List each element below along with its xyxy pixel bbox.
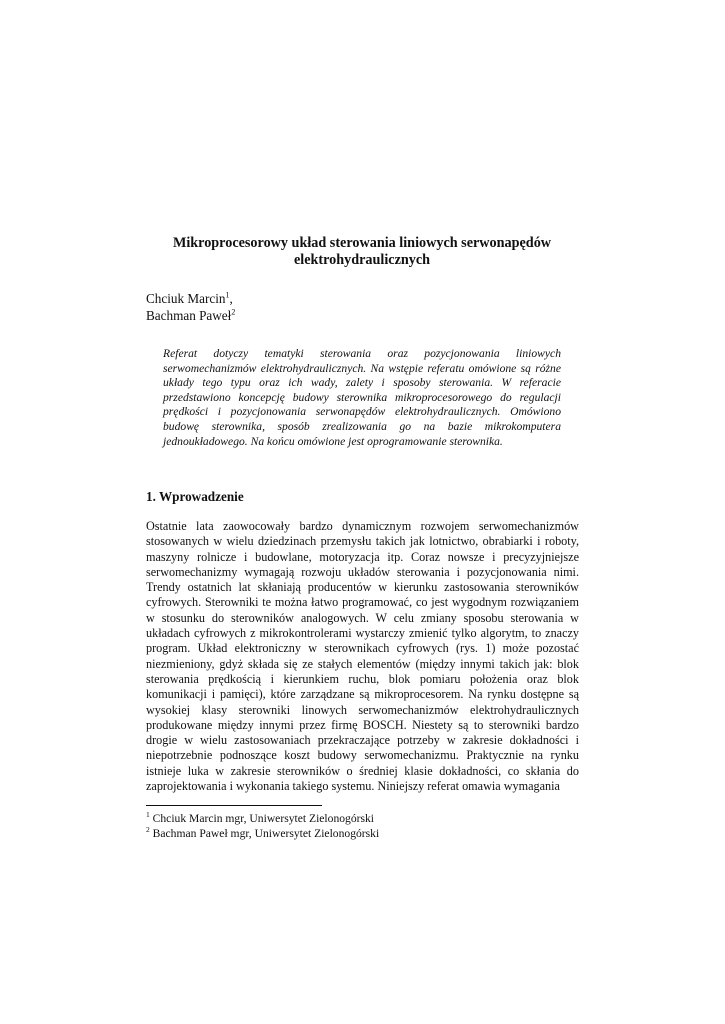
author-1-footnote-mark: 1: [225, 290, 230, 300]
section-body: Ostatnie lata zaowocowały bardzo dynamicznym rozwojem serwomechanizmów stosowanych w wielu dziedzinach przemysłu takich jak lotnictwo, obrabiarki i roboty, maszyny rolnicze i budowlane, motoryzacja itp. Coraz nowsze i precyzyjniejsze serwomechanizmy wymagają rozwoju układów sterowania i pozycjonowania nimi. Trendy ostatnich lat skłaniają producentów w kierunku zastosowania sterowników cyfrowych. Sterowniki te można łatwo programować, co jest wygodnym rozwiązaniem w stosunku do sterowników analogowych. W celu zmiany sposobu sterowania w układach cyfrowych z mikrokontrolerami wystarczy zmienić tylko algorytm, to znaczy program. Układ elektroniczny w sterownikach cyfrowych (rys. 1) może pozostać niezmieniony, gdyż składa się ze stałych elementów (między innymi takich jak: blok sterowania prędkością i kierunkiem ruchu, blok pomiaru położenia oraz blok komunikacji i pamięci), które zarządzane są mikroprocesorem. Na rynku dostępne są wysokiej klasy sterowniki linowych serwomechanizmów elektrohydraulicznych produkowane między innymi przez firmę BOSCH. Niestety są to sterowniki bardzo drogie w wielu zastosowaniach przekraczające potrzeby w zakresie dokładności i niepotrzebnie podnoszące koszt budowy serwomechanizmu. Praktycznie na rynku istnieje luka w zakresie sterowników o średniej klasie dokładności, co skłania do zaprojektowania i wykonania takiego systemu. Niniejszy referat omawia wymagania: [146, 519, 579, 794]
paper-title: [146, 235, 578, 269]
author-1-name: Chciuk Marcin: [146, 291, 226, 306]
footnote-divider: [146, 805, 322, 806]
section-heading: 1. Wprowadzenie: [146, 489, 244, 504]
abstract: Referat dotyczy tematyki sterowania oraz pozycjonowania liniowych serwomechanizmów elektrohydraulicznych. Na wstępie referatu omówione są różne układy tego typu oraz ich wady, zalety i sposoby sterowania. W referacie przedstawiono koncepcję budowy sterownika mikroprocesorowego do regulacji prędkości i pozycjonowania serwonapędów elektrohydraulicznych. Omówiono budowę sterownika, sposób zrealizowania go na bazie mikrokomputera jednoukładowego. Na końcu omówione jest oprogramowanie sterownika.: [163, 347, 561, 448]
title-line-2: elektrohydraulicznych: [293, 252, 431, 268]
footnote-2: [146, 824, 380, 842]
footnotes: [146, 812, 379, 841]
author-1: [146, 290, 235, 307]
author-2-footnote-mark: 2: [231, 307, 236, 317]
author-2-name: Bachman Paweł: [146, 308, 232, 323]
footnote-2-mark: 2: [146, 824, 150, 834]
author-list: [146, 290, 235, 324]
title-line-1: Mikroprocesorowy układ sterowania liniowych serwonapędów: [172, 235, 552, 251]
footnote-1-mark: 1: [146, 810, 150, 820]
footnote-1: [146, 812, 379, 827]
author-2: [146, 307, 235, 324]
author-1-suffix: ,: [229, 291, 233, 306]
footnote-2-text: Bachman Paweł mgr, Uniwersytet Zielonogórski: [149, 826, 380, 840]
footnote-1-text: Chciuk Marcin mgr, Uniwersytet Zielonogórski: [149, 812, 375, 825]
